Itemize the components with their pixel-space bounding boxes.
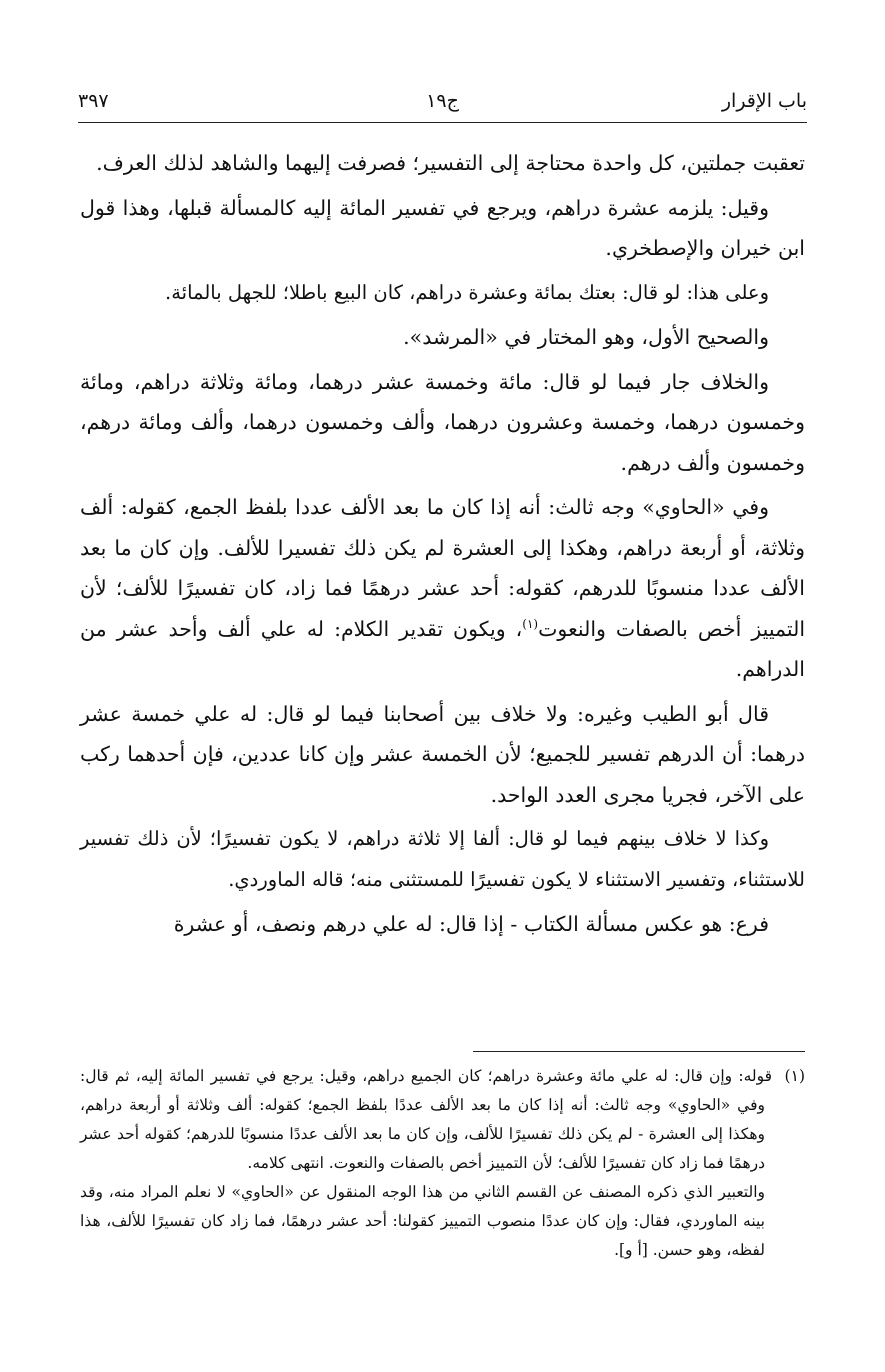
paragraph-6: [80, 487, 805, 690]
paragraph-6-end: ، ويكون تقدير الكلام: له علي ألف وأحد عشر من الدراهم.: [80, 616, 805, 681]
volume-label: ج١٩: [426, 90, 459, 112]
paragraph-9: فرع: هو عكس مسألة الكتاب - إذا قال: له علي درهم ونصف، أو عشرة: [173, 912, 769, 936]
paragraph-4: والصحيح الأول، وهو المختار في «المرشد».: [403, 325, 769, 349]
footnote-divider: [473, 1051, 805, 1052]
footnotes: [80, 1062, 805, 1265]
footnote-marker: (١): [784, 1067, 805, 1085]
paragraph-1: تعقبت جملتين، كل واحدة محتاجة إلى التفسير؛ فصرفت إليهما والشاهد لذلك العرف.: [96, 151, 805, 175]
header-divider: [78, 122, 807, 123]
paragraph-8: وكذا لا خلاف بينهم فيما لو قال: ألفا إلا ثلاثة دراهم، لا يكون تفسيرًا؛ لأن ذلك تفسير للاستثناء، وتفسير الاستثناء لا يكون تفسيرًا للمستثنى منه؛ قاله الماوردي.: [80, 827, 805, 891]
footnote-reference[interactable]: (١): [522, 616, 539, 631]
paragraph-6-start: وفي «الحاوي» وجه ثالث: أنه إذا كان ما بعد الألف عددا بلفظ الجمع، كقوله: ألف وثلاثة، أو أربعة دراهم، وهكذا إلى العشرة لم يكن ذلك تفسيرا للألف. وإن كان ما بعد الألف عددا منسوبًا للدرهم، كقوله: أحد عشر درهمًا فما زاد، كان تفسيرًا للألف؛ لأن التمييز أخص بالصفات والنعوت: [80, 495, 806, 641]
chapter-title: باب الإقرار: [721, 90, 807, 112]
page-number: ٣٩٧: [78, 90, 109, 112]
paragraph-2: وقيل: يلزمه عشرة دراهم، ويرجع في تفسير المائة إليه كالمسألة قبلها، وهذا قول ابن خيران والإصطخري.: [80, 195, 805, 260]
paragraph-7: قال أبو الطيب وغيره: ولا خلاف بين أصحابنا فيما لو قال: له علي خمسة عشر درهما: أن الدرهم تفسير للجميع؛ لأن الخمسة عشر وإن كانا عددين، فإن أحدهما ركب على الآخر، فجريا مجرى العدد الواحد.: [80, 701, 805, 807]
main-text: [80, 143, 805, 949]
footnote-1-text: قوله: وإن قال: له علي مائة وعشرة دراهم؛ كان الجميع دراهم، وقيل: يرجع في تفسير المائة إليه، ثم قال: وفي «الحاوي» وجه ثالث: أنه إذا كان ما بعد الألف عددًا بلفظ الجمع؛ كقوله: ألف وثلاثة أو أربعة دراهم، وهكذا إلى العشرة - لم يكن ذلك تفسيرًا للألف، وإن كان ما بعد الألف عددًا منسوبًا للدرهم؛ كقوله أحد عشر درهمًا فما زاد كان تفسيرًا للألف؛ لأن التمييز أخص بالصفات والنعوت. انتهى كلامه.: [80, 1067, 773, 1172]
paragraph-5: والخلاف جار فيما لو قال: مائة وخمسة عشر درهما، ومائة وثلاثة دراهم، ومائة وخمسون درهما، وخمسة وعشرون درهما، وألف وخمسون درهما، وألف ومائة درهم، وخمسون وألف درهم.: [80, 369, 806, 475]
page-header: [78, 84, 807, 118]
footnote-1-continuation: والتعبير الذي ذكره المصنف عن القسم الثاني من هذا الوجه المنقول عن «الحاوي» لا نعلم المراد منه، وقد بينه الماوردي، فقال: وإن كان عددًا منصوب التمييز كقولنا: أحد عشر درهمًا، فما زاد كان تفسيرًا للألف، هذا لفظه، وهو حسن. [أ و].: [80, 1183, 765, 1259]
footnote-1: [80, 1062, 805, 1178]
paragraph-3: وعلى هذا: لو قال: بعتك بمائة وعشرة دراهم، كان البيع باطلا؛ للجهل بالمائة.: [165, 280, 769, 304]
